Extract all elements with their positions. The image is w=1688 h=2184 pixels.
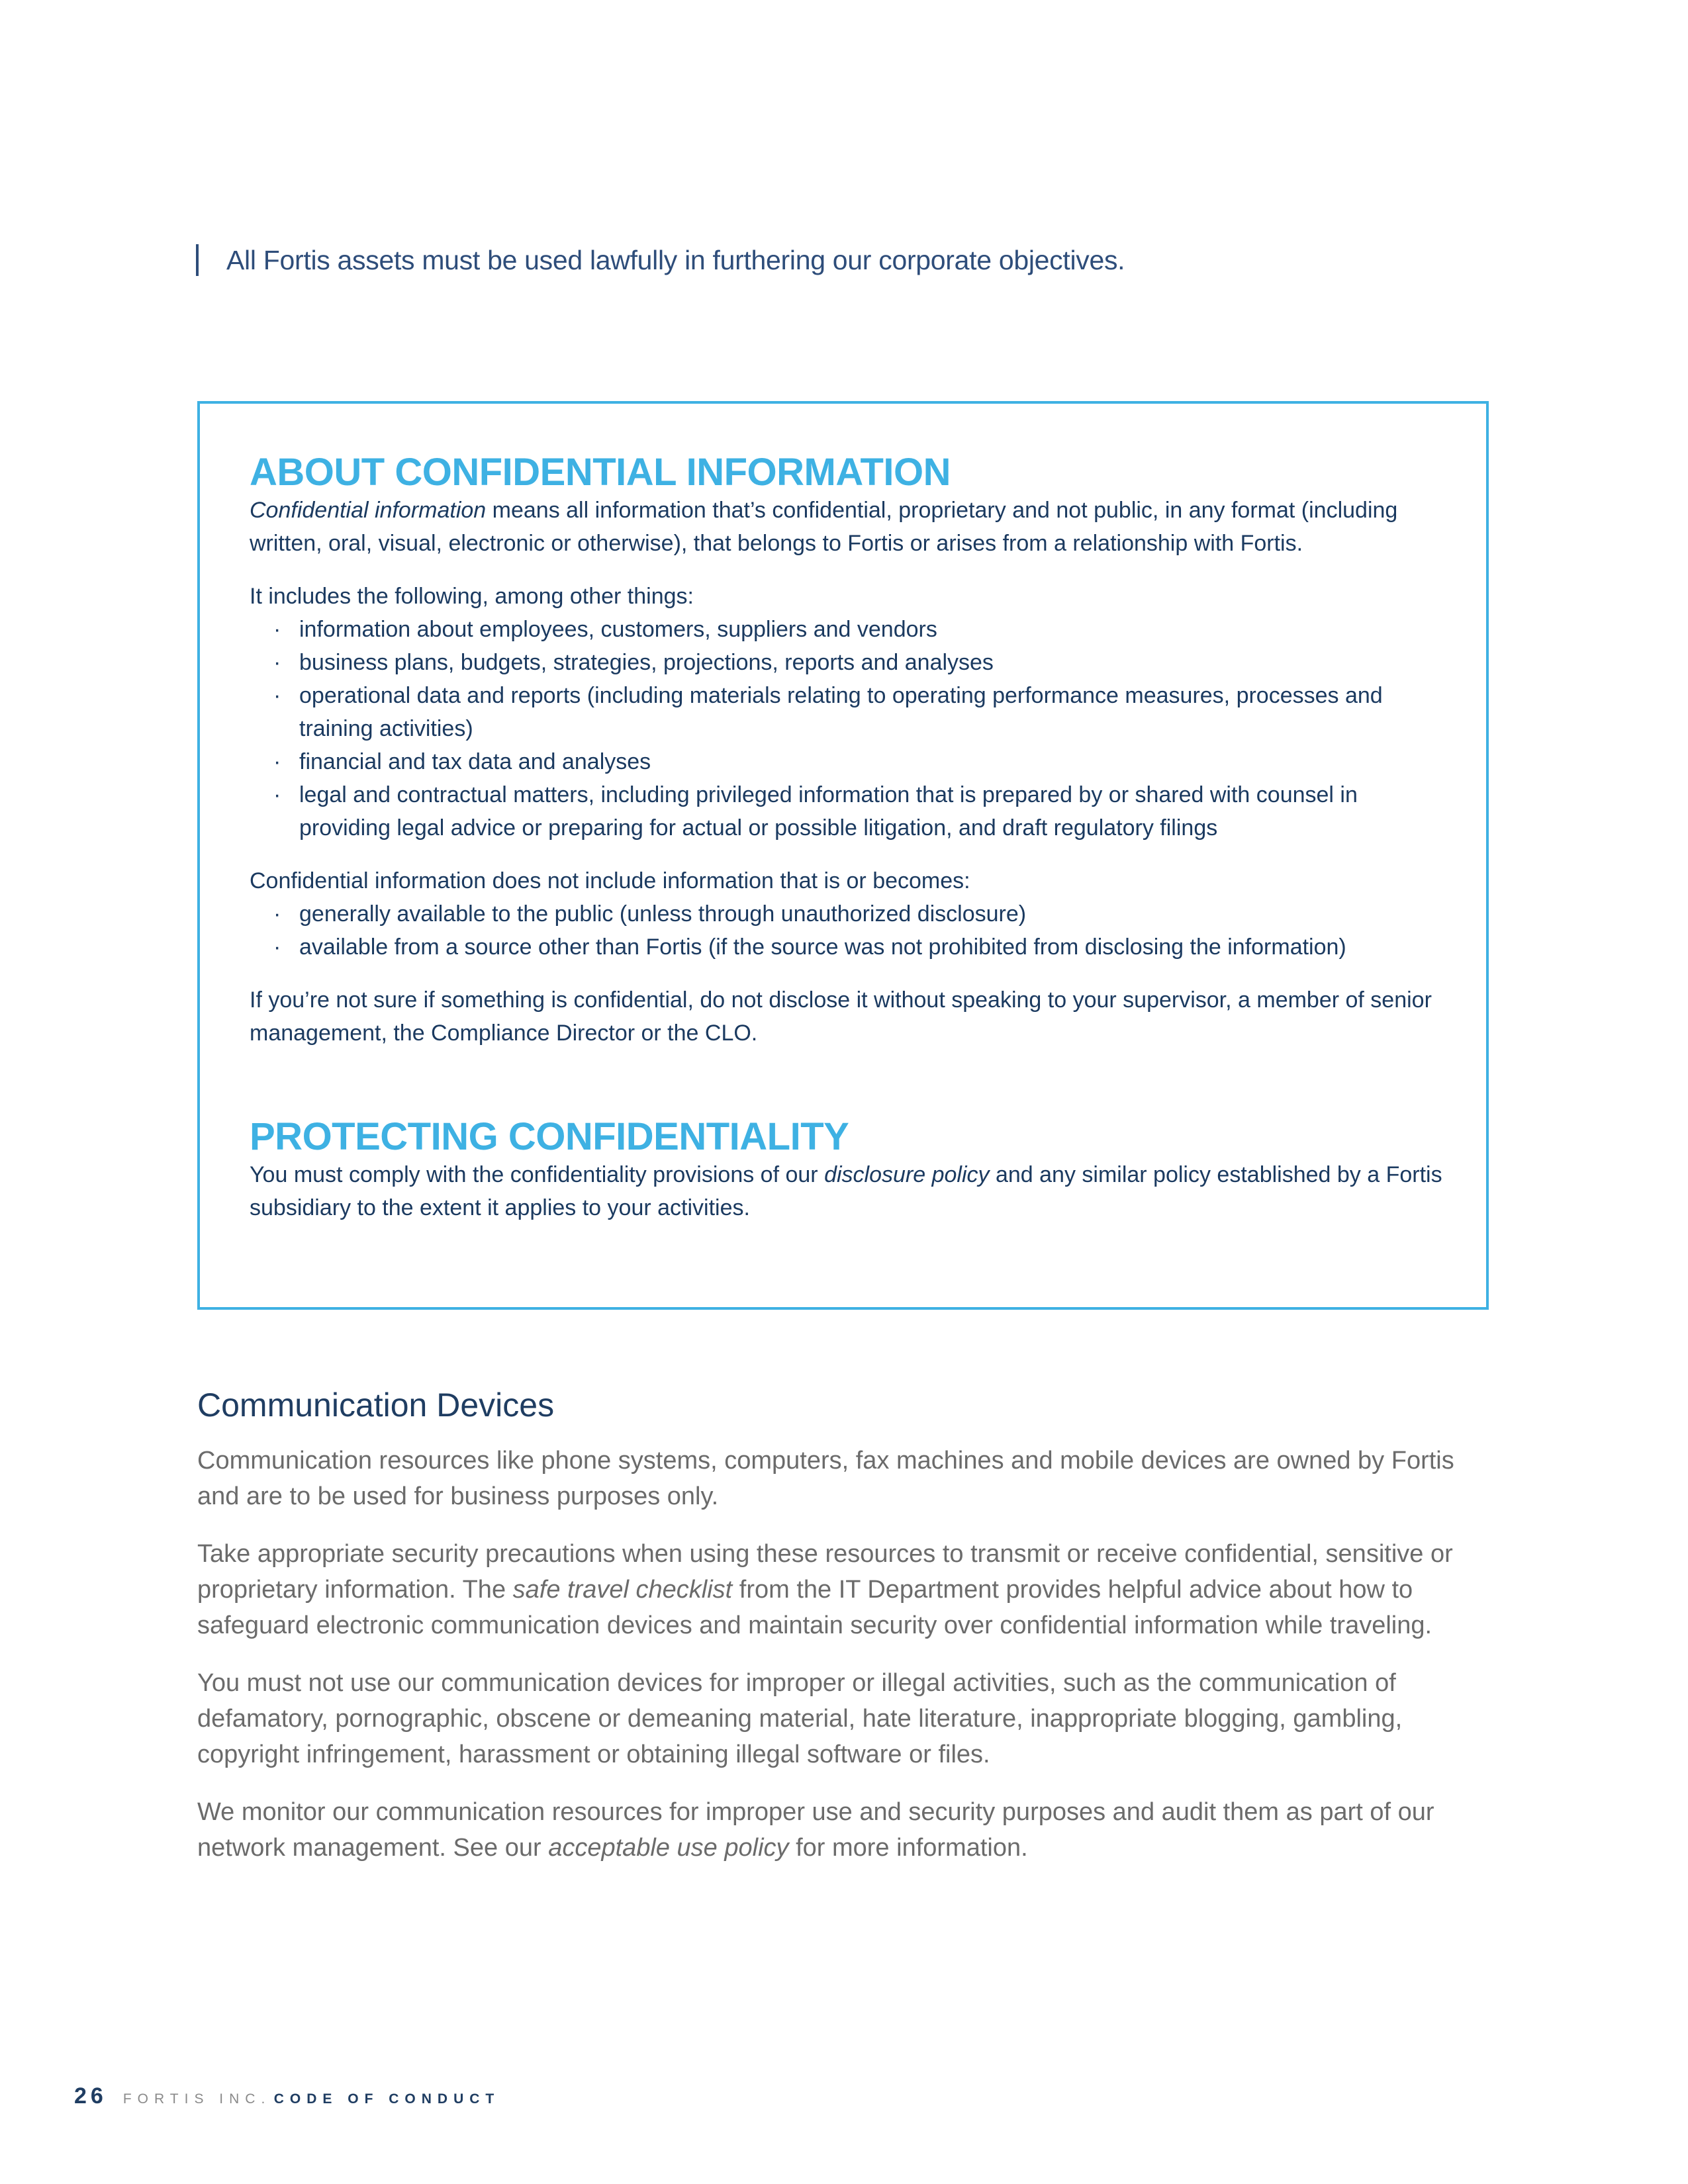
list-item: · generally available to the public (unless through unauthorized disclosure): [299, 897, 1446, 931]
bullet-icon: ·: [273, 782, 281, 807]
about-intro-term: Confidential information: [250, 498, 487, 523]
disclosure-policy-link[interactable]: disclosure policy: [824, 1162, 990, 1187]
acceptable-use-policy-link[interactable]: acceptable use policy: [548, 1834, 789, 1862]
protecting-text: You must comply with the confidentiality provisions of our disclosure policy and any similar policy established by a Fortis subsidiary to the extent it applies to your activities.: [250, 1162, 1442, 1220]
bullet-icon: ·: [273, 650, 281, 675]
list-item: · business plans, budgets, strategies, projections, reports and analyses: [299, 646, 1446, 679]
page-footer: [74, 2083, 500, 2109]
excludes-list: [250, 897, 1446, 964]
bullet-icon: ·: [273, 683, 281, 708]
devices-paragraph-1: Communication resources like phone systems, computers, fax machines and mobile devices are owned by Fortis and are to be used for business purposes only.: [197, 1447, 1454, 1510]
protecting-heading: PROTECTING CONFIDENTIALITY: [250, 1115, 849, 1158]
page-number: 26: [74, 2083, 107, 2109]
safe-travel-checklist-link[interactable]: safe travel checklist: [512, 1576, 733, 1604]
devices-paragraph-2: Take appropriate security precautions when using these resources to transmit or receive confidential, sensitive or proprietary information. The safe travel checklist from the IT Department provides helpful advice about how to safeguard electronic communication devices and maintain security over confidential information while traveling.: [197, 1540, 1453, 1639]
pull-quote-text: All Fortis assets must be used lawfully in furthering our corporate objectives.: [226, 245, 1125, 275]
list-item: · financial and tax data and analyses: [299, 745, 1446, 778]
communication-devices-section: [197, 1383, 1495, 1888]
list-item: · legal and contractual matters, including privileged information that is prepared by or shared with counsel in providing legal advice or preparing for actual or possible litigation, and draft regulatory filings: [299, 778, 1446, 844]
footer-company: FORTIS INC.: [122, 2091, 271, 2107]
bullet-icon: ·: [273, 749, 281, 774]
about-intro: [250, 494, 1446, 560]
about-note: If you’re not sure if something is confidential, do not disclose it without speaking to your supervisor, a member of senior management, the Compliance Director or the CLO.: [250, 987, 1432, 1046]
includes-lead: It includes the following, among other things:: [250, 584, 694, 609]
pull-quote-bar: [196, 244, 199, 276]
pull-quote: [196, 242, 1520, 279]
list-item: · information about employees, customers, suppliers and vendors: [299, 613, 1446, 646]
devices-paragraph-4: We monitor our communication resources for improper use and security purposes and audit them as part of our network management. See our acceptable use policy for more information.: [197, 1798, 1434, 1862]
bullet-icon: ·: [273, 901, 281, 927]
about-intro-rest: means all information that’s confidential, proprietary and not public, in any format (including written, oral, visual, electronic or otherwise), that belongs to Fortis or arises from a relationship with Fortis.: [250, 498, 1398, 556]
excludes-lead: Confidential information does not include information that is or becomes:: [250, 868, 970, 893]
footer-document: CODE OF CONDUCT: [273, 2091, 500, 2107]
includes-list: [250, 613, 1446, 844]
bullet-icon: ·: [273, 617, 281, 642]
list-item: · available from a source other than Fortis (if the source was not prohibited from disclosing the information): [299, 931, 1446, 964]
about-heading: ABOUT CONFIDENTIAL INFORMATION: [250, 451, 951, 494]
list-item: · operational data and reports (including materials relating to operating performance measures, processes and training activities): [299, 679, 1446, 745]
section-heading: Communication Devices: [197, 1387, 555, 1424]
devices-paragraph-3: You must not use our communication devices for improper or illegal activities, such as the communication of defamatory, pornographic, obscene or demeaning material, hate literature, inappropriate blogging, gambling, copyright infringement, harassment or obtaining illegal software or files.: [197, 1669, 1403, 1768]
confidential-info-box: [197, 401, 1489, 1310]
bullet-icon: ·: [273, 934, 281, 960]
